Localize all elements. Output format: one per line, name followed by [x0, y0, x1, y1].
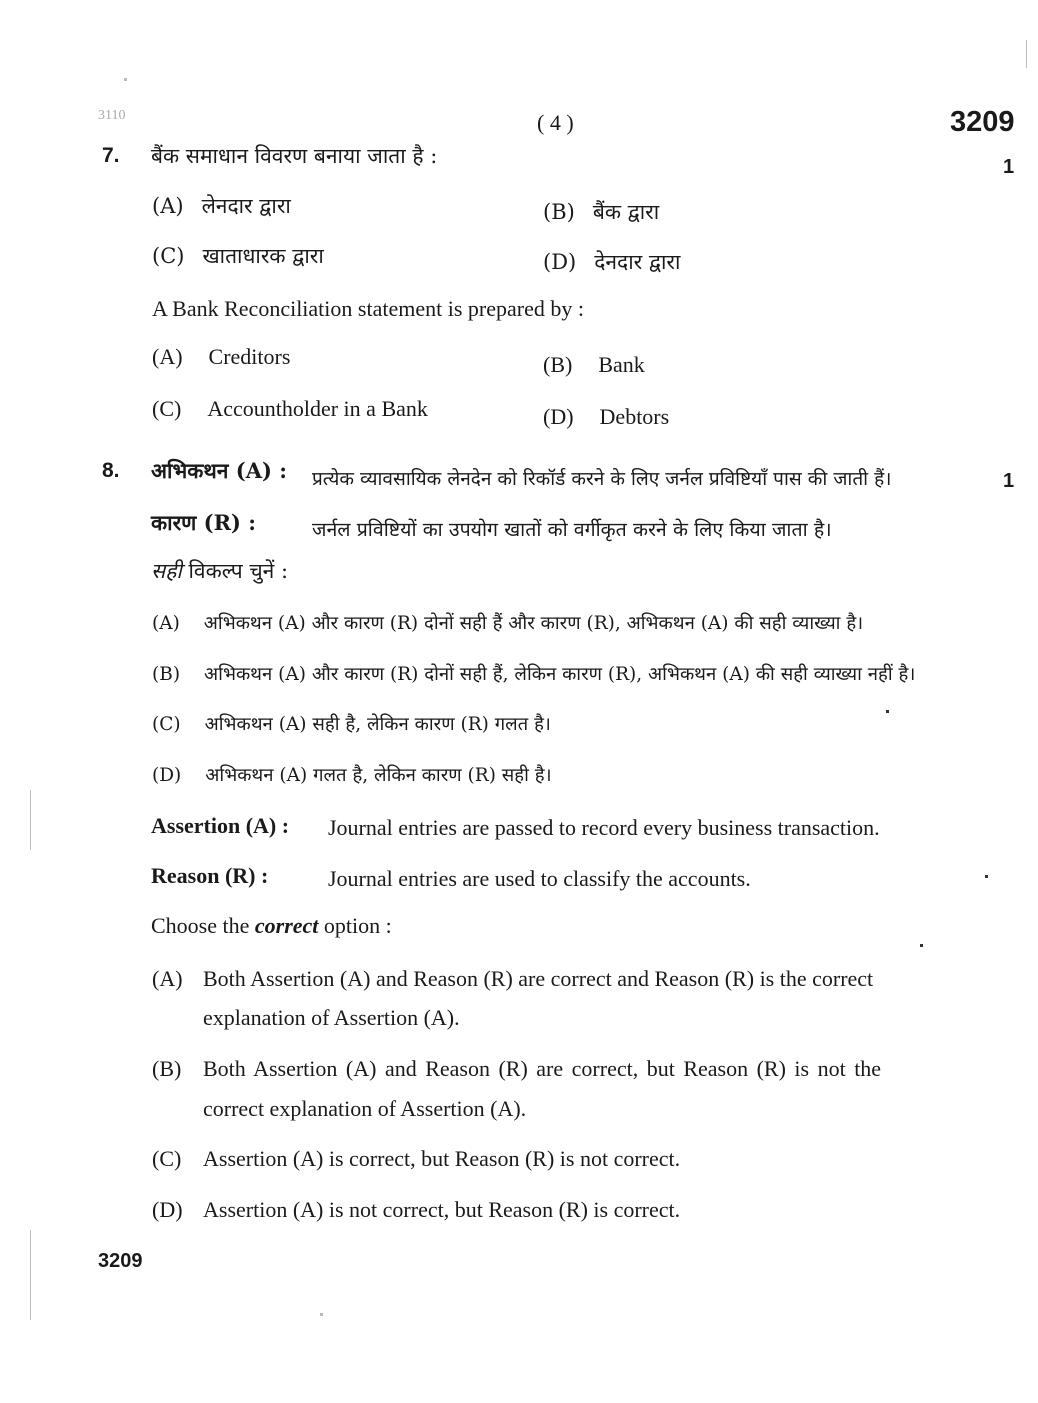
scan-speck [920, 944, 923, 947]
option-text-line1: Both Assertion (A) and Reason (R) are correct, but Reason (R) is not the [203, 1056, 882, 1081]
scan-speck [320, 1313, 323, 1316]
scan-speck [886, 710, 889, 713]
question-number: 7. [102, 144, 120, 167]
option-d-hindi: (D) देनदार द्वारा [543, 250, 681, 274]
option-key: (A) [152, 966, 183, 991]
assertion-text-hindi: प्रत्येक व्यावसायिक लेनदेन को रिकॉर्ड करने के लिए जर्नल प्रविष्टियाँ पास की जाती हैं। [312, 468, 892, 490]
reason-label-hindi: कारण (R) : [151, 510, 257, 535]
choose-instruction-hindi: सही विकल्प चुनें : [151, 559, 289, 583]
scan-speck [30, 1230, 31, 1320]
reason-label-english: Reason (R) : [151, 863, 269, 888]
option-a-english: (A) Creditors [152, 344, 291, 369]
marks: 1 [1003, 156, 1015, 178]
option-b-hindi: (B) अभिकथन (A) और कारण (R) दोनों सही हैं, लेकिन कारण (R), अभिकथन (A) की सही व्याख्या नहीं है। [152, 664, 916, 685]
reason-text-hindi: जर्नल प्रविष्टियों का उपयोग खातों को वर्गीकृत करने के लिए किया जाता है। [312, 518, 832, 541]
scan-speck [985, 875, 988, 878]
option-b-hindi: (B) बैंक द्वारा [543, 200, 660, 224]
choose-instruction-english: Choose the correct option : [151, 913, 392, 938]
option-a-hindi: (A) अभिकथन (A) और कारण (R) दोनों सही हैं और कारण (R), अभिकथन (A) की सही व्याख्या है। [152, 613, 864, 634]
option-d-hindi: (D) अभिकथन (A) गलत है, लेकिन कारण (R) सही है। [152, 765, 552, 786]
option-text-line1: Both Assertion (A) and Reason (R) are correct and Reason (R) is the correct [203, 966, 874, 991]
option-c-english: (C) Accountholder in a Bank [152, 396, 428, 421]
option-text-line1: Assertion (A) is not correct, but Reason (R) is correct. [203, 1197, 681, 1222]
question-number: 8. [102, 459, 120, 482]
assertion-label-hindi: अभिकथन (A) : [151, 458, 287, 483]
scan-speck [1026, 40, 1027, 68]
assertion-text-english: Journal entries are passed to record every business transaction. [328, 815, 880, 840]
option-key: (D) [152, 1197, 183, 1222]
paper-code-top: 3209 [950, 106, 1015, 138]
option-text-line1: Assertion (A) is correct, but Reason (R) is not correct. [203, 1146, 681, 1171]
question-text-hindi: बैंक समाधान विवरण बनाया जाता है : [151, 144, 438, 168]
option-c-hindi: (C) अभिकथन (A) सही है, लेकिन कारण (R) गलत है। [152, 714, 551, 735]
option-d-english: (D) Debtors [543, 404, 670, 429]
option-key: (C) [152, 1146, 182, 1171]
assertion-label-english: Assertion (A) : [151, 813, 290, 838]
option-a-hindi: (A) लेनदार द्वारा [152, 194, 291, 218]
option-text-line2: correct explanation of Assertion (A). [203, 1096, 527, 1121]
option-text-line2: explanation of Assertion (A). [203, 1005, 460, 1030]
page-number: ( 4 ) [537, 110, 574, 135]
option-c-hindi: (C) खाताधारक द्वारा [152, 244, 324, 268]
option-b-english: (B) Bank [543, 352, 645, 377]
reason-text-english: Journal entries are used to classify the accounts. [328, 866, 751, 891]
scan-speck [30, 790, 31, 850]
option-key: (B) [152, 1056, 182, 1081]
question-text-english: A Bank Reconciliation statement is prepared by : [152, 296, 584, 321]
scan-speck [124, 78, 127, 81]
paper-code-bottom: 3209 [98, 1250, 143, 1272]
corner-mark: 3110 [98, 108, 126, 123]
marks: 1 [1003, 470, 1015, 492]
